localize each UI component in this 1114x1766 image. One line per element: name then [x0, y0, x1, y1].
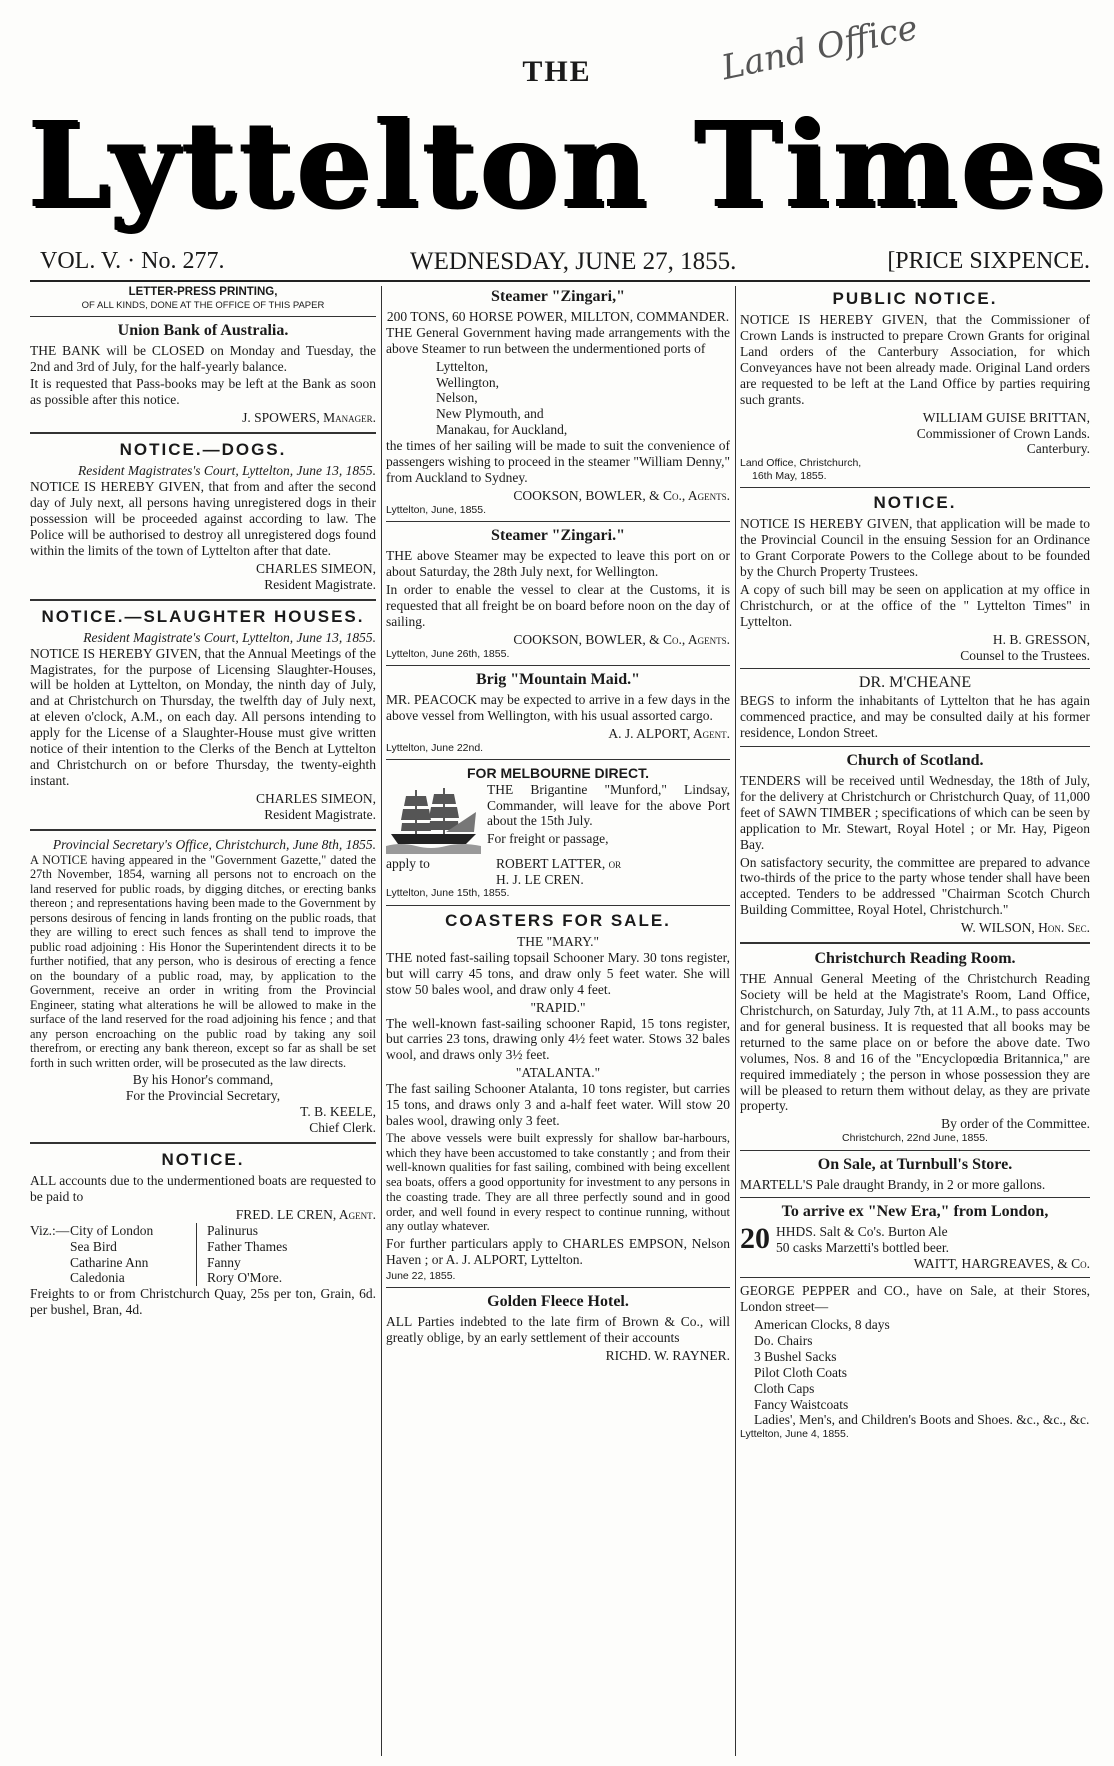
masthead-title: Lyttelton Times — [28, 95, 1109, 234]
dogs-title: NOTICE.—DOGS. — [119, 440, 287, 460]
new-era-line-2: 50 casks Marzetti's bottled beer. — [776, 1240, 950, 1256]
scotland-body-2: On satisfactory security, the committee are prepared to advance two-thirds of the price to the party whose tender shall have been accepted. Tenders to be addressed "Chairman Scotch Church Building Committee, Royal Hotel, Christchurch." — [740, 854, 1090, 918]
union-bank-body: THE BANK will be CLOSED on Monday and Tuesday, the 2nd and 3rd of July, for the half-yearly balance. — [30, 342, 376, 374]
boat-name: City of London — [70, 1222, 154, 1238]
column-divider — [381, 286, 382, 1756]
boat-name: Catharine Ann — [70, 1254, 149, 1270]
golden-fleece-title: Golden Fleece Hotel. — [487, 1293, 629, 1311]
zingari2-body: THE above Steamer may be expected to leave this port on or about Saturday, the 28th July next, for Wellington. — [386, 548, 730, 580]
public-notice-date-2: 16th May, 1855. — [752, 469, 827, 482]
column-3 — [740, 286, 1090, 1756]
provincial-place: Provincial Secretary's Office, Christchurch, June 8th, 1855. — [52, 836, 376, 852]
melbourne-body-2: For freight or passage, — [487, 831, 609, 847]
coasters-title: COASTERS FOR SALE. — [445, 910, 671, 930]
boat-name: Rory O'More. — [207, 1270, 283, 1286]
rapid-title: "RAPID." — [530, 999, 586, 1015]
public-notice-signature-1: WILLIAM GUISE BRITTAN, — [922, 409, 1090, 425]
pepper-item: Pilot Cloth Coats — [754, 1364, 848, 1380]
pepper-item: American Clocks, 8 days — [754, 1316, 890, 1332]
scotland-body: TENDERS will be received until Wednesday, the 18th of July, for the delivery at Christchurch or Christchurch Quay, of 11,000 feet of SAWN TIMBER ; specifications of which can be seen by application to Mr. Stewart, Royal Hotel ; or Mr. Hay, Pigeon Bay. — [740, 772, 1090, 852]
coasters-date: June 22, 1855. — [386, 1270, 456, 1283]
melbourne-body: THE Brigantine "Munford," Lindsay, Commander, will leave for the above Port about the 15th July. — [487, 781, 730, 829]
boats-notice-title: NOTICE. — [161, 1149, 245, 1169]
mary-title: THE "MARY." — [516, 933, 600, 949]
header-rule — [30, 280, 1090, 282]
atalanta-body: The fast sailing Schooner Atalanta, 10 tons register, but carries 15 tons, and draws only 3 and a-half feet water. Will stow 20 bales wool, drawing only 3 feet. — [386, 1081, 730, 1129]
coasters-apply: For further particulars apply to CHARLES EMPSON, Nelson Haven ; or A. J. ALPORT, Lyttelton. — [386, 1236, 730, 1268]
boats-freights: Freights to or from Christchurch Quay, 25s per ton, Grain, 6d. per bushel, Bran, 4d. — [30, 1286, 376, 1318]
handwritten-annotation: Land Office — [718, 7, 922, 89]
zingari2-title: Steamer "Zingari." — [491, 527, 625, 545]
boats-agent: FRED. LE CREN, Agent. — [235, 1206, 376, 1222]
pepper-item: Do. Chairs — [754, 1332, 813, 1348]
college-notice-body: NOTICE IS HEREBY GIVEN, that application will be made to the Provincial Council in the ensuing Session for an Ordinance to Grant Corporate Powers to the College about to be founded by the Church Property Trustees. — [740, 516, 1090, 579]
scotland-signature: W. WILSON, Hon. Sec. — [960, 920, 1090, 936]
new-era-quantity: 20 — [740, 1222, 770, 1256]
provincial-signature-2: For the Provincial Secretary, — [125, 1088, 281, 1104]
dateline — [30, 248, 1090, 278]
port-item: New Plymouth, and — [436, 406, 544, 422]
volume-number: VOL. V. · No. 277. — [40, 248, 225, 274]
zingari-date: Lyttelton, June, 1855. — [386, 503, 487, 516]
port-item: Nelson, — [436, 390, 478, 406]
brig-title: Brig "Mountain Maid." — [476, 671, 640, 689]
zingari-signature: COOKSON, BOWLER, & Co., Agents. — [513, 488, 730, 504]
coasters-body: The above vessels were built expressly for shallow bar-harbours, which they have been accustomed to take constantly ; and from their well-known qualities for fast sailing, combined with being excellent sea boats, offers a good opportunity for investment to any persons in the coasting trade. They are all three perfectly sound and in good order, and well found in every respect to continue running, without any outlay whatever. — [386, 1130, 730, 1234]
slaughter-signature: CHARLES SIMEON, — [255, 790, 376, 806]
column-2 — [386, 286, 730, 1756]
union-bank-body-2: It is requested that Pass-books may be left at the Bank as soon as possible after this notice. — [30, 376, 376, 408]
college-notice-title: NOTICE. — [873, 493, 957, 513]
melbourne-date: Lyttelton, June 15th, 1855. — [386, 887, 510, 900]
mcheane-body: BEGS to inform the inhabitants of Lyttelton that he has again commenced practice, and may be consulted daily at his former residence, London Street. — [740, 693, 1090, 741]
pepper-item: 3 Bushel Sacks — [754, 1348, 837, 1364]
rapid-body: The well-known fast-sailing schooner Rapid, 15 tons register, but carries 23 tons, drawing only 4½ feet water. Stows 32 bales wool, and draws only 3½ feet. — [386, 1015, 730, 1063]
boats-list-left — [70, 1223, 197, 1287]
zingari-body: THE General Government having made arrangements with the above Steamer to run between the undermentioned ports of — [386, 324, 730, 356]
dogs-body: NOTICE IS HEREBY GIVEN, that from and after the second day of July next, all persons having unregistered dogs in their possession will be proceeded against according to law. The Police will be authorised to destroy all unregistered dogs found within the limits of the town of Lyttelton after that date. — [30, 479, 376, 558]
zingari-body-2: the times of her sailing will be made to suit the convenience of passengers wishing to proceed in the steamer "William Denny," from Auckland to Sydney. — [386, 438, 730, 486]
boat-name: Sea Bird — [70, 1238, 117, 1254]
printing-title: LETTER-PRESS PRINTING, — [128, 286, 278, 298]
new-era-title: To arrive ex "New Era," from London, — [781, 1203, 1049, 1221]
public-notice-title: PUBLIC NOTICE. — [832, 289, 998, 308]
new-era-line-1: HHDS. Salt & Co's. Burton Ale — [776, 1224, 948, 1240]
melbourne-apply: apply to — [386, 855, 430, 871]
boat-name: Palinurus — [207, 1222, 259, 1238]
zingari2-signature: COOKSON, BOWLER, & Co., Agents. — [513, 631, 730, 647]
zingari2-body-2: In order to enable the vessel to clear at the Customs, it is requested that all freight be on board before noon on the day of sailing. — [386, 582, 730, 629]
boats-viz: Viz.:— — [30, 1222, 70, 1238]
pepper-item: Cloth Caps — [754, 1380, 815, 1396]
mary-body: THE noted fast-sailing topsail Schooner Mary. 30 tons register, but will carry 45 tons, and draw only 5 feet water. She will stow 50 bales wool, and draw only 4 feet. — [386, 949, 730, 997]
ship-illustration-icon — [386, 784, 481, 854]
boats-notice-body: ALL accounts due to the undermentioned boats are requested to be paid to — [30, 1172, 376, 1204]
brig-signature: A. J. ALPORT, Agent. — [608, 725, 730, 741]
reading-room-body: THE Annual General Meeting of the Christchurch Reading Society will be held at the Magistrate's Room, Land Office, Christchurch, on Saturday, July 7th, at 11 A.M., to pass accounts and for general business. It is requested that all books may be returned to the same place on or before the above date. Two volumes, Nos. 8 and 16 of the "Encyclopœdia Britannica," are required immediately ; the person in whose possession they are will be pleased to return them without delay, as they are private property. — [740, 971, 1090, 1114]
union-bank-signature: J. SPOWERS, Manager. — [242, 410, 376, 426]
zingari-subtitle: 200 TONS, 60 HORSE POWER, MILLTON, COMMANDER. — [386, 308, 730, 324]
pepper-item: Ladies', Men's, and Children's Boots and Shoes. &c., &c., &c. — [754, 1412, 1090, 1428]
atalanta-title: "ATALANTA." — [515, 1065, 601, 1081]
reading-room-date: Christchurch, 22nd June, 1855. — [842, 1132, 988, 1145]
turnbull-title: On Sale, at Turnbull's Store. — [817, 1155, 1013, 1173]
pepper-date: Lyttelton, June 4, 1855. — [740, 1428, 849, 1441]
boat-name: Fanny — [207, 1254, 241, 1270]
melbourne-agent-1: ROBERT LATTER, or — [496, 855, 622, 871]
provincial-signature-4: Chief Clerk. — [309, 1119, 376, 1135]
brig-body: MR. PEACOCK may be expected to arrive in a few days in the above vessel from Wellington, with his usual assorted cargo. — [386, 691, 730, 723]
pepper-item: Fancy Waistcoats — [754, 1396, 849, 1412]
zingari2-date: Lyttelton, June 26th, 1855. — [386, 647, 510, 660]
college-notice-signature-1: H. B. GRESSON, — [992, 631, 1090, 647]
provincial-signature-3: T. B. KEELE, — [300, 1104, 376, 1120]
dogs-signature-title: Resident Magistrate. — [264, 576, 376, 592]
masthead-the: THE — [522, 55, 592, 88]
brig-date: Lyttelton, June 22nd. — [386, 741, 484, 754]
provincial-body: A NOTICE having appeared in the "Government Gazette," dated the 27th November, 1854, warning all persons not to encroach on the land reserved for public roads, by digging ditches, or erecting banks thereon ; and representations having been made to the Government by persons desirous of fencing in lands fronting on the public roads, that they are willing to erect such fences as shall tend to improve the public road adjoining : His Honor the Superintendent directs it to be further notified, that any person, who is desirous of erecting a fence on the boundary of a public road, may, by application to the Government, receive an order in writing from the Provincial Engineer, stating what alterations he will be allowed to make in the surface of the land reserved for the road adjoining his fence ; and that any person encroaching on the public road by taking any soil therefrom, or erecting any bank thereon, except so far as shall be set forth in such written order, will be prosecuted as the law directs. — [30, 852, 376, 1070]
college-notice-body-2: A copy of such bill may be seen on application at my office in Christchurch, or at the office of the " Lyttelton Times" in Lyttelton. — [740, 581, 1090, 629]
golden-fleece-signature: RICHD. W. RAYNER. — [605, 1348, 730, 1364]
price: [PRICE SIXPENCE. — [887, 248, 1090, 274]
port-item: Manakau, for Auckland, — [436, 422, 568, 438]
turnbull-body: MARTELL'S Pale draught Brandy, in 2 or more gallons. — [740, 1176, 1046, 1192]
boat-name: Caledonia — [70, 1270, 125, 1286]
column-divider — [735, 286, 736, 1756]
public-notice-body: NOTICE IS HEREBY GIVEN, that the Commissioner of Crown Lands is instructed to prepare Crown Grants for original Land orders of the Canterbury Association, for which Conveyances have not been already made. Original Land orders are requested to be left at the Land Office by parties requiring such grants. — [740, 312, 1090, 407]
slaughter-title: NOTICE.—SLAUGHTER HOUSES. — [41, 606, 365, 626]
public-notice-date-1: Land Office, Christchurch, — [740, 457, 862, 470]
reading-room-title: Christchurch Reading Room. — [814, 950, 1016, 968]
zingari-title: Steamer "Zingari," — [491, 288, 625, 305]
melbourne-title: FOR MELBOURNE DIRECT. — [467, 765, 649, 782]
scotland-title: Church of Scotland. — [846, 752, 984, 770]
melbourne-agent-2: H. J. LE CREN. — [496, 871, 584, 887]
boat-name: Father Thames — [207, 1238, 288, 1254]
printing-subtitle: OF ALL KINDS, DONE AT THE OFFICE OF THIS PAPER — [81, 299, 325, 311]
issue-date: WEDNESDAY, JUNE 27, 1855. — [410, 248, 737, 275]
public-notice-signature-2: Commissioner of Crown Lands. — [916, 425, 1090, 441]
public-notice-signature-3: Canterbury. — [1026, 441, 1090, 457]
new-era-signature: WAITT, HARGREAVES, & Co. — [913, 1256, 1090, 1272]
dogs-signature: CHARLES SIMEON, — [255, 560, 376, 576]
boats-list-right — [197, 1223, 287, 1287]
college-notice-signature-2: Counsel to the Trustees. — [960, 647, 1090, 663]
column-1 — [30, 286, 376, 1756]
provincial-signature-1: By his Honor's command, — [132, 1072, 274, 1088]
mcheane-title: DR. M'CHEANE — [858, 674, 972, 692]
port-item: Wellington, — [436, 374, 500, 390]
reading-room-signature: By order of the Committee. — [941, 1116, 1090, 1132]
port-item: Lyttelton, — [436, 358, 489, 374]
slaughter-body: NOTICE IS HEREBY GIVEN, that the Annual Meetings of the Magistrates, for the purpose of Licensing Slaughter-Houses, will be holden at Lyttelton, on Monday, the ninth day of July, and at Christchurch on Thursday, the twelfth day of July next, at eleven o'clock, A.M., on each day. All persons intending to apply for the License of a Slaughter-House must give written notice of their intention to the Clerks of the Bench at Lyttelton and Christchurch on or before Thursday, the twenty-eighth instant. — [30, 645, 376, 789]
slaughter-place: Resident Magistrate's Court, Lyttelton, June 13, 1855. — [83, 629, 376, 645]
slaughter-signature-title: Resident Magistrate. — [264, 806, 376, 822]
dogs-place: Resident Magistrates's Court, Lyttelton, June 13, 1855. — [78, 463, 376, 479]
union-bank-title: Union Bank of Australia. — [117, 321, 289, 339]
golden-fleece-body: ALL Parties indebted to the late firm of Brown & Co., will greatly oblige, by an early settlement of their accounts — [386, 1314, 730, 1346]
pepper-body: GEORGE PEPPER and CO., have on Sale, at their Stores, London street— — [740, 1283, 1090, 1314]
